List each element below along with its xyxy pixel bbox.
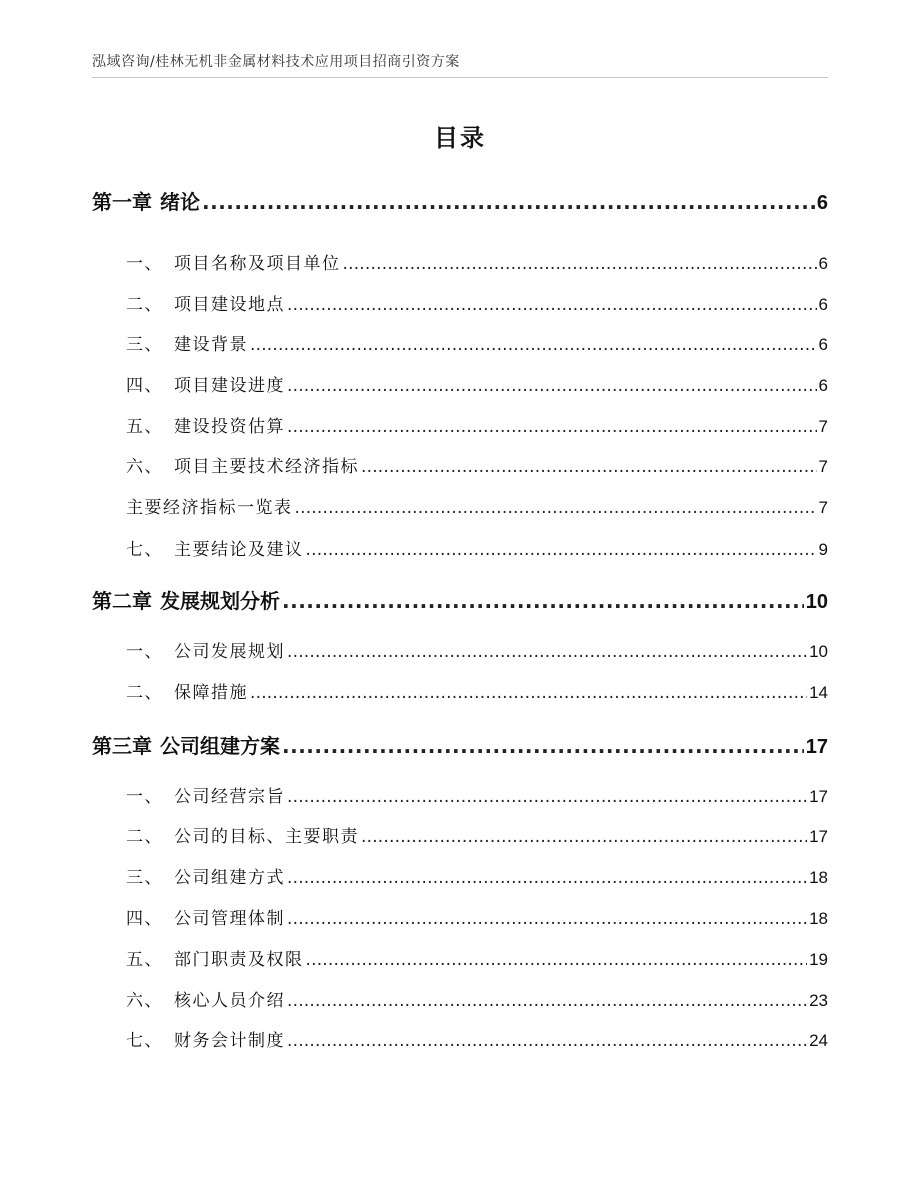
toc-entry-text: 保障措施 <box>174 683 248 703</box>
toc-page-number: 19 <box>809 950 828 969</box>
toc-page-number: 7 <box>818 498 828 517</box>
toc-page-number: 10 <box>809 642 828 661</box>
toc-section-entry[interactable] <box>92 371 828 396</box>
toc-section-entry[interactable] <box>92 493 828 518</box>
toc-page-number: 23 <box>809 991 828 1010</box>
dot-leader <box>361 457 817 477</box>
toc-section-entry[interactable] <box>92 945 828 970</box>
toc-entry-number: 一、 <box>126 254 163 274</box>
toc-section-entry[interactable] <box>92 1026 828 1051</box>
dot-leader <box>343 254 817 274</box>
dot-leader <box>287 295 817 315</box>
toc-entry-number: 四、 <box>126 376 163 396</box>
toc-page-number: 6 <box>816 192 828 214</box>
toc-entry-text: 项目建设进度 <box>174 376 285 396</box>
toc-section-entry[interactable] <box>92 452 828 477</box>
dot-leader <box>287 417 817 437</box>
toc-title: 目录 <box>434 124 486 152</box>
dot-leader <box>287 376 817 396</box>
toc-chapter-entry[interactable] <box>92 585 828 614</box>
dot-leader <box>306 950 808 970</box>
toc-page-number: 6 <box>818 254 828 273</box>
toc-entry-text: 公司经营宗旨 <box>174 787 285 807</box>
toc-page-number: 17 <box>809 827 828 846</box>
toc-entry-number: 七、 <box>126 1031 163 1051</box>
toc-entry-label <box>92 493 293 518</box>
toc-entry-text: 绪论 <box>160 190 200 214</box>
toc-section-entry[interactable] <box>92 535 828 560</box>
dot-leader <box>202 190 815 214</box>
dot-leader <box>282 589 804 613</box>
toc-entry-number: 三、 <box>126 868 163 888</box>
toc-section-entry[interactable] <box>92 412 828 437</box>
toc-entry-label <box>92 412 285 437</box>
toc-entry-label <box>92 678 248 703</box>
toc-entry-number: 第二章 <box>92 589 152 613</box>
toc-section-entry[interactable] <box>92 678 828 703</box>
toc-entry-label <box>92 863 285 888</box>
toc-entry-text: 部门职责及权限 <box>174 950 304 970</box>
toc-page-number: 17 <box>809 787 828 806</box>
toc-page-number: 24 <box>809 1031 828 1050</box>
toc-page-number: 6 <box>818 335 828 354</box>
toc-entry-label <box>92 1026 285 1051</box>
toc-entry-number: 一、 <box>126 787 163 807</box>
toc-entry-label <box>92 782 285 807</box>
dot-leader <box>287 991 807 1011</box>
toc-entry-number: 第三章 <box>92 734 152 758</box>
toc-chapter-entry[interactable] <box>92 186 828 215</box>
running-header: 泓域咨询/桂林无机非金属材料技术应用项目招商引资方案 <box>92 51 828 78</box>
dot-leader <box>361 827 807 847</box>
toc-entry-label <box>92 249 341 274</box>
toc-entry-number: 五、 <box>126 417 163 437</box>
toc-page-number: 18 <box>809 868 828 887</box>
toc-entry-label <box>92 822 359 847</box>
toc-entry-label <box>92 585 280 614</box>
toc-section-entry[interactable] <box>92 822 828 847</box>
toc-page-number: 14 <box>809 683 828 702</box>
toc-section-entry[interactable] <box>92 863 828 888</box>
toc-section-entry[interactable] <box>92 986 828 1011</box>
toc-entry-label <box>92 330 248 355</box>
dot-leader <box>287 1031 807 1051</box>
toc-entry-number: 三、 <box>126 335 163 355</box>
dot-leader <box>287 909 807 929</box>
toc-entry-text: 项目建设地点 <box>174 295 285 315</box>
toc-entry-label <box>92 371 285 396</box>
toc-entry-label <box>92 986 285 1011</box>
toc-entry-text: 公司发展规划 <box>174 642 285 662</box>
toc-entry-label <box>92 452 359 477</box>
dot-leader <box>295 498 817 518</box>
toc-entry-text: 项目名称及项目单位 <box>174 254 341 274</box>
toc-chapter-entry[interactable] <box>92 730 828 759</box>
toc-entry-number: 五、 <box>126 950 163 970</box>
toc-page-number: 6 <box>818 295 828 314</box>
toc-entry-label <box>92 945 304 970</box>
toc-entry-number: 二、 <box>126 827 163 847</box>
toc-entry-label <box>92 904 285 929</box>
toc-entry-number: 二、 <box>126 295 163 315</box>
toc-section-entry[interactable] <box>92 637 828 662</box>
dot-leader <box>287 868 807 888</box>
toc-page-number: 9 <box>818 540 828 559</box>
toc-entry-label <box>92 730 280 759</box>
toc-section-entry[interactable] <box>92 904 828 929</box>
dot-leader <box>306 540 817 560</box>
toc-entry-text: 核心人员介绍 <box>174 991 285 1011</box>
dot-leader <box>250 683 807 703</box>
toc-entry-number: 六、 <box>126 991 163 1011</box>
toc-entry-text: 主要经济指标一览表 <box>126 498 293 518</box>
toc-entry-number: 六、 <box>126 457 163 477</box>
toc-section-entry[interactable] <box>92 782 828 807</box>
toc-section-entry[interactable] <box>92 330 828 355</box>
toc-entry-text: 公司管理体制 <box>174 909 285 929</box>
toc-page-number: 7 <box>818 457 828 476</box>
toc-entry-text: 公司组建方案 <box>160 734 280 758</box>
toc-page-number: 7 <box>818 417 828 436</box>
toc-entry-text: 公司组建方式 <box>174 868 285 888</box>
toc-page-number: 10 <box>805 591 828 613</box>
toc-entry-text: 财务会计制度 <box>174 1031 285 1051</box>
toc-entry-text: 公司的目标、主要职责 <box>174 827 359 847</box>
dot-leader <box>282 734 804 758</box>
toc-entry-text: 建设背景 <box>174 335 248 355</box>
toc-entry-label <box>92 637 285 662</box>
toc-entry-number: 四、 <box>126 909 163 929</box>
toc-entry-number: 二、 <box>126 683 163 703</box>
toc-entry-number: 一、 <box>126 642 163 662</box>
toc-entry-text: 建设投资估算 <box>174 417 285 437</box>
toc-entry-number: 七、 <box>126 540 163 560</box>
toc-section-entry[interactable] <box>92 249 828 274</box>
dot-leader <box>287 787 807 807</box>
toc-entry-text: 发展规划分析 <box>160 589 280 613</box>
dot-leader <box>250 335 817 355</box>
toc-page-number: 18 <box>809 909 828 928</box>
toc-page-number: 17 <box>805 736 828 758</box>
toc-entry-text: 项目主要技术经济指标 <box>174 457 359 477</box>
toc-entry-label <box>92 535 304 560</box>
toc-entry-text: 主要结论及建议 <box>174 540 304 560</box>
toc-entry-label <box>92 186 200 215</box>
dot-leader <box>287 642 807 662</box>
toc-entry-number: 第一章 <box>92 190 152 214</box>
toc-page-number: 6 <box>818 376 828 395</box>
toc-entry-label <box>92 290 285 315</box>
toc-section-entry[interactable] <box>92 290 828 315</box>
